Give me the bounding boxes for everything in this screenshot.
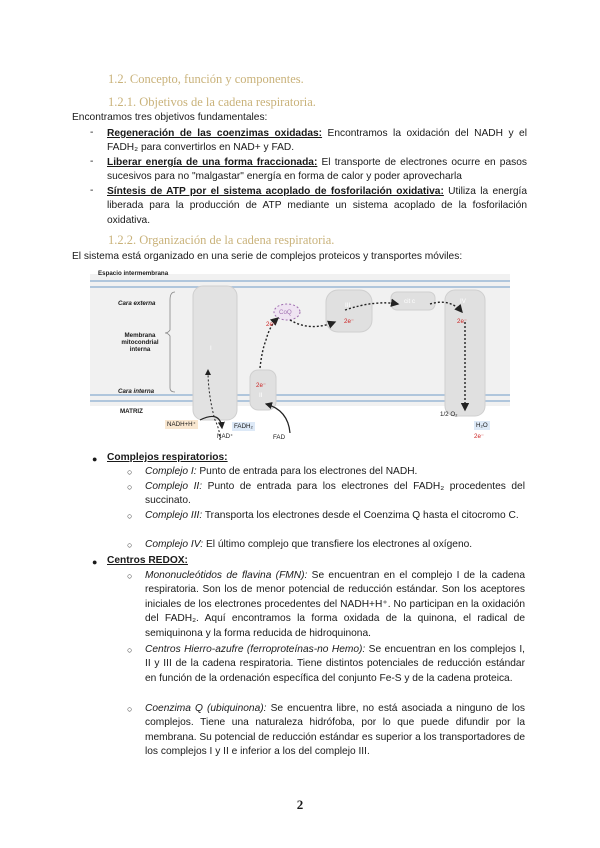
complexes-title-text: Complejos respiratorios: xyxy=(107,452,228,463)
label-intermembrane-space: Espacio intermembrana xyxy=(98,270,169,277)
circle-bullet-icon: ○ xyxy=(127,511,133,521)
objective-title: Regeneración de las coenzimas oxidadas: xyxy=(107,128,323,139)
complex-i-label: I xyxy=(210,345,212,352)
complex-text: Transporta los electrones desde el Coenzima Q hasta el citocromo C. xyxy=(202,510,519,521)
complex-text: Punto de entrada para los electrones del FADH₂ procedentes del succinato. xyxy=(145,481,525,507)
electron-pair-label: 2e⁻ xyxy=(457,318,468,325)
complexes-title xyxy=(107,451,228,465)
complex-item xyxy=(145,509,525,523)
circle-bullet-icon: ○ xyxy=(127,467,133,477)
dash-marker: - xyxy=(90,156,94,167)
complex-ii-label: II xyxy=(259,392,263,399)
objective-title: Liberar energía de una forma fraccionada: xyxy=(107,157,318,168)
section-heading: 1.2. Concepto, función y componentes. xyxy=(108,72,304,86)
circle-bullet-icon: ○ xyxy=(127,645,133,655)
redox-text: Se encuentran en el complejo I de la cadena respiratoria. Son los de menor potencial de reducción estándar. Son los aceptores iniciales de los electrones procedentes del NADH+H⁺. No participan en la oxidación del FADH₂. Aquí encontramos la forma oxidada de la quinona, el radical de semiquinona y la forma reducida de hidroquinona. xyxy=(145,570,525,639)
complex-text: Punto de entrada para los electrones del NADH. xyxy=(196,466,418,477)
redox-item xyxy=(145,569,525,641)
respiratory-chain-diagram xyxy=(90,270,510,450)
bullet-icon: ● xyxy=(92,454,98,464)
circle-bullet-icon: ○ xyxy=(127,482,133,492)
label-matrix: MATRIZ xyxy=(120,408,143,415)
objective-title: Síntesis de ATP por el sistema acoplado de fosforilación oxidativa: xyxy=(107,186,444,197)
complex-name: Complejo I: xyxy=(145,466,197,477)
redox-item xyxy=(145,702,525,760)
redox-title xyxy=(107,554,188,568)
complex-item xyxy=(145,538,525,552)
circle-bullet-icon: ○ xyxy=(127,540,133,550)
dash-marker: - xyxy=(90,185,94,196)
complex-iii-shape xyxy=(326,290,372,332)
fadh2-label: FADH₂ xyxy=(234,423,253,430)
objective-text: El transporte de electrones ocurre en pasos sucesivos para no "malgastar" energía en forma de calor y poder aprovecharla xyxy=(107,157,527,183)
objective-item xyxy=(107,185,527,228)
electron-pair-label: 2e⁻ xyxy=(474,433,485,440)
complex-iv-label: IV xyxy=(460,298,466,305)
redox-title-text: Centros REDOX: xyxy=(107,555,188,566)
subsection-heading-organization: 1.2.2. Organización de la cadena respiratoria. xyxy=(108,233,335,247)
diagram-graphics xyxy=(90,270,510,450)
complex-item xyxy=(145,465,525,479)
redox-name: Coenzima Q (ubiquinona): xyxy=(145,703,267,714)
fad-label: FAD xyxy=(273,434,286,441)
complex-name: Complejo III: xyxy=(145,510,203,521)
nad-label: NAD⁺ xyxy=(217,433,234,440)
redox-name: Centros Hierro-azufre (ferroproteínas-no Hemo): xyxy=(145,644,366,655)
bullet-icon: ● xyxy=(92,557,98,567)
cyt-c-label: cit c xyxy=(404,298,416,305)
nadh-label: NADH+H⁺ xyxy=(167,421,196,428)
objective-item xyxy=(107,127,527,156)
complex-iii-label: III xyxy=(345,302,351,309)
objective-text: Encontramos la oxidación del NADH y el FADH₂ para convertirlos en NAD+ y FAD. xyxy=(107,128,527,154)
complex-ii-shape xyxy=(250,370,276,410)
label-outer-face: Cara externa xyxy=(118,300,156,307)
redox-name: Mononucleótidos de flavina (FMN): xyxy=(145,570,308,581)
complex-text: El último complejo que transfiere los electrones al oxígeno. xyxy=(203,539,473,550)
complex-i-shape xyxy=(193,286,237,420)
complex-name: Complejo II: xyxy=(145,481,203,492)
oxygen-label: 1/2 O₂ xyxy=(440,411,458,418)
redox-item xyxy=(145,643,525,686)
circle-bullet-icon: ○ xyxy=(127,571,133,581)
electron-pair-label: 2e⁻ xyxy=(344,318,355,325)
subsection-heading-objectives: 1.2.1. Objetivos de la cadena respiratoria. xyxy=(108,95,316,109)
label-inner-face: Cara interna xyxy=(118,388,155,395)
redox-text: Se encuentran en los complejos I, II y III de la cadena respiratoria. Tiene distintos potenciales de reducción estándar en función de la ordenación específica del conjunto Fe-S y de la cadena proteica. xyxy=(145,644,525,684)
water-label: H₂O xyxy=(476,422,488,429)
page-number: 2 xyxy=(296,797,304,812)
complex-iv-shape xyxy=(445,290,485,416)
circle-bullet-icon: ○ xyxy=(127,704,133,714)
electron-pair-label: 2e⁻ xyxy=(266,321,277,328)
intro-text: Encontramos tres objetivos fundamentales: xyxy=(72,112,268,123)
dash-marker: - xyxy=(90,127,94,138)
objective-text: Utiliza la energía liberada para la producción de ATP mediante un sistema acoplado de la fosforilación oxidativa. xyxy=(107,186,527,226)
objective-item xyxy=(107,156,527,185)
organization-text: El sistema está organizado en una serie de complejos proteicos y transportes móviles: xyxy=(72,251,463,262)
complex-item xyxy=(145,480,525,509)
electron-pair-label: 2e⁻ xyxy=(256,382,267,389)
coq-label: CoQ xyxy=(279,309,292,316)
label-inner-membrane: Membrana mitocondrial interna xyxy=(121,332,159,353)
complex-name: Complejo IV: xyxy=(145,539,204,550)
redox-text: Se encuentra libre, no está asociada a ninguno de los complejos. Tiene una naturaleza hidrófoba, por lo que puede difundir por la membrana. Su potencial de reducción estándar es superior a los transportadores de los complejos I y II e inferior a los del complejo III. xyxy=(145,703,525,758)
